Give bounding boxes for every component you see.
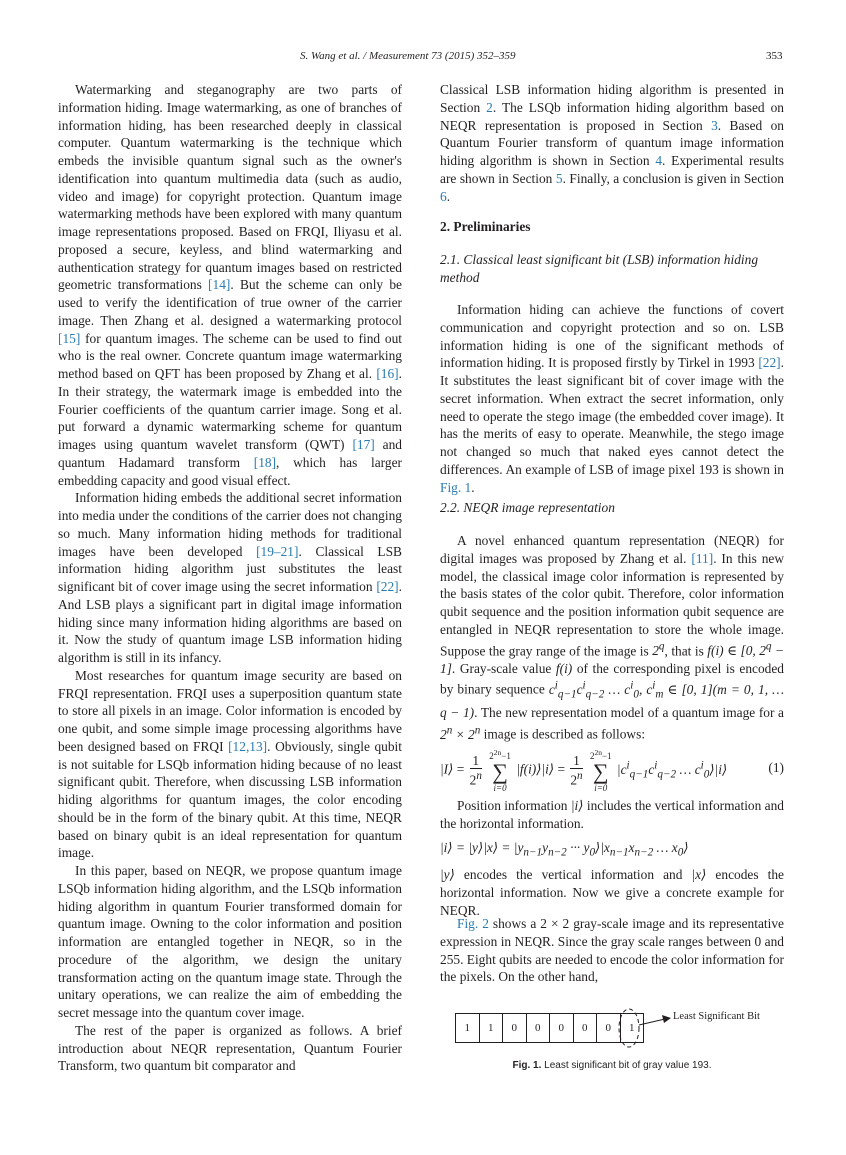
dashed-ellipse (619, 1009, 639, 1047)
running-title: S. Wang et al. / Measurement 73 (2015) 352–359 (300, 50, 516, 62)
math-inline: $c^i_{q-1}c^i_{q-2}$ … $c^i_0$, $c^i_m$ ∈ [0, 1](m = 0, 1, … q − 1) (440, 679, 785, 721)
math-inline: |i⟩ (570, 798, 584, 813)
caption-text: Least significant bit of gray value 193. (544, 1060, 712, 1071)
bit-cell: 0 (503, 1014, 527, 1042)
math-inline: f(i) ∈ [0, $2^q - 1$] (440, 640, 785, 676)
paragraph (440, 797, 784, 833)
reference-link[interactable]: [11] (691, 550, 714, 566)
arrow-head-icon (662, 1015, 671, 1023)
section21-body (440, 301, 784, 496)
equation-number: (1) (768, 760, 784, 775)
figure-1 (455, 1011, 760, 1043)
reference-link[interactable]: 5 (555, 170, 563, 186)
bit-cell: 0 (550, 1014, 574, 1042)
right-intro (440, 81, 784, 205)
left-column (58, 81, 402, 1075)
reference-link[interactable]: 3 (711, 117, 718, 133)
math-inline: 2$^q$ (652, 640, 665, 658)
section-heading: 2. Preliminaries (440, 219, 531, 234)
reference-link[interactable]: [19–21] (256, 543, 299, 559)
reference-link[interactable]: [15] (58, 330, 81, 346)
bit-cell: 0 (527, 1014, 551, 1042)
intro-paragraph: Classical LSB information hiding algorithm is presented in Section 2. The LSQb information hiding algorithm based on NEQR representation is proposed in Section 3. Based on Quantum Fourier transform of quantum image information hiding algorithm is shown in Section 4. Experimental results are shown in Section 5. Finally, a conclusion is given in Section 6. (440, 82, 784, 204)
section22-body (440, 532, 784, 743)
reference-link[interactable]: Fig. 1 (440, 479, 472, 495)
reference-link[interactable]: [22] (376, 579, 399, 594)
paragraph: In this paper, based on NEQR, we propose quantum image LSQb information hiding algorithm, and the LSQb information hiding algorithm in quantum Fourier transformed domain for quantum image. Owning to the color information and position information are entangled together in NEQR, so in the procedure of the algorithm, we design the unitary transformation acting on the quantum image state. Through the unitary operations, we can realize the aim of embedding the secret message into the quantum cover image. (58, 863, 402, 1020)
math-inline: f(i) (555, 660, 573, 676)
reference-link[interactable]: 6 (440, 188, 447, 204)
reference-link[interactable]: [18] (253, 454, 277, 470)
paragraph: Watermarking and steganography are two parts of information hiding. Image watermarking, as one of branches of information hiding, has been researched deeply in classical computer. Quantum watermarking is the technique which embeds the invisible quantum signal such as the owner's identification into quantum multimedia data (such as audio, video and image) for copyright protection. Quantum image watermarking methods have been explored with many quantum image representations proposed. Based on FRQI, Iliyasu et al. proposed a secure, keyless, and blind watermarking and authentication strategy for quantum images based on restricted geometric transformations [14]. But the scheme can only be used to verify the identification of true owner of the carrier image. Then Zhang et al. designed a watermarking protocol [15] for quantum images. The scheme can be used to find out who is the real owner. Concrete quantum image watermarking method based on QFT has been proposed by Zhang et al. [16]. In their strategy, the watermark image is embedded into the Fourier coefficients of the quantum carrier image. Song et al. put forward a dynamic watermarking scheme for quantum images using quantum wavelet transform (QWT) [17] and quantum Hadamard transform [18], which has larger embedding capacity and good visual effect. (58, 82, 403, 488)
paragraph (440, 915, 784, 986)
paragraph: Most researches for quantum image security are based on FRQI representation. FRQI uses a superposition quantum state to store all pixels in an image. Color information is encoded by one qubit, and some simple image processing algorithms have been designed based on FRQI [12,13]. Obviously, single qubit is not suitable for LSQb information hiding because of no least significant qubit. Therefore, when discussing LSB information hiding algorithms for quantum images, the color encoding should be in the form of the binary qubit. At this time, NEQR based on binary qubit is an ideal representation for quantum image. (58, 667, 402, 861)
page-number: 353 (766, 50, 783, 62)
bit-cell: 1 (480, 1014, 504, 1042)
reference-link[interactable]: [16] (376, 366, 399, 381)
reference-link[interactable]: [12,13] (228, 738, 268, 754)
paragraph-text: Fig. 2 shows a 2 × 2 gray-scale image and its representative expression in NEQR. Since the gray scale ranges between 0 and 255. Eight qubits are needed to encode the color information for the pixels. On the other hand, (440, 916, 784, 985)
caption-label: Fig. 1. (512, 1060, 542, 1071)
paragraph: The rest of the paper is organized as follows. A brief introduction about NEQR representation, Quantum Fourier Transform, two quantum bit comparator and (58, 1022, 402, 1074)
arrow-line (639, 1019, 665, 1025)
paragraph: Information hiding embeds the additional secret information into media under the conditions of the carrier does not changing so much. Many information hiding methods for traditional images have been developed [19–21]. Classical LSB information hiding algorithm just substitutes the least significant bit of cover image using the secret information [22]. And LSB plays a significant part in digital image information hiding since many information hiding algorithms are based on it. Now the study of quantum image LSB information hiding algorithm is still in its infancy. (58, 490, 402, 665)
equation-2: |i⟩ = |y⟩|x⟩ = $|y_{n-1}y_{n-2}$ ··· $y_0⟩|x_{n-1}x_{n-2}$ … $x_0⟩$ (440, 840, 689, 859)
paragraph: Information hiding can achieve the functions of covert communication and copyright protection and so on. LSB information hiding is one of the significant methods of information hiding. It is proposed firstly by Tirkel in 1993 [22]. It substitutes the least significant bit of cover image with the secret information. When extract the secret information, only need to operate the stego image (the embedded cover image). It has the merits of easy to operate. Meanwhile, the stego image not changed so much that naked eyes cannot detect the differences. An example of LSB of image pixel 193 is shown in Fig. 1. (440, 302, 784, 495)
reference-link[interactable]: [22] (758, 355, 781, 371)
reference-link[interactable]: 2 (486, 99, 493, 115)
bit-cell: 0 (597, 1014, 621, 1042)
reference-link[interactable]: [14] (208, 277, 231, 293)
math-inline: |x⟩ (691, 867, 707, 882)
paragraph: A novel enhanced quantum representation (NEQR) for digital images was proposed by Zhang et al. [11]. In this new model, the classical image color information is represented by the basis states of the color qubit. Therefore, color information qubit sequence and the position information qubit sequence are entangled in NEQR representation to store the whole image. Suppose the gray range of the image is 2$^q$, that is f(i) ∈ [0, $2^q - 1$]. Gray-scale value f(i) of the corresponding pixel is encoded by binary sequence $c^i_{q-1}c^i_{q-2}$ … $c^i_0$, $c^i_m$ ∈ [0, 1](m = 0, 1, … q − 1). The new representation model of a quantum image for a $2^n \times 2^n$ image is described as follows: (440, 533, 785, 742)
paragraph-text: |y⟩ encodes the vertical information and |x⟩ encodes the horizontal information. Now we give a concrete example for NEQR. (440, 867, 784, 918)
equation-1: |I⟩ = $\frac{1}{2^n}$ $2^{2n}-1$ ∑ i=0 |f(i)⟩|i⟩ = $\frac{1}{2^n}$ $2^{2n}-1$ ∑ i=0 $|c^i_{q-1}c^i_{q-2}$ … $c^i_0⟩|i⟩$ (1) (440, 748, 784, 793)
paragraph-text: Position information |i⟩ includes the vertical information and the horizontal information. (440, 798, 784, 831)
math-inline: $2^n \times 2^n$ (440, 724, 481, 742)
lsb-label: Least Significant Bit (673, 1011, 760, 1022)
subsection-heading: 2.2. NEQR image representation (440, 500, 615, 515)
bit-cell: 0 (574, 1014, 598, 1042)
figure-caption (440, 1060, 784, 1071)
paragraph (440, 866, 784, 919)
reference-link[interactable]: 4 (655, 153, 663, 168)
reference-link[interactable]: Fig. 2 (457, 916, 489, 931)
bit-cell: 1 (456, 1014, 480, 1042)
bit-cell: 1 (629, 1022, 635, 1034)
subsection-heading: 2.1. Classical least significant bit (LSB) information hiding method (440, 252, 759, 285)
math-inline: |y⟩ (440, 867, 455, 882)
reference-link[interactable]: [17] (352, 437, 375, 452)
